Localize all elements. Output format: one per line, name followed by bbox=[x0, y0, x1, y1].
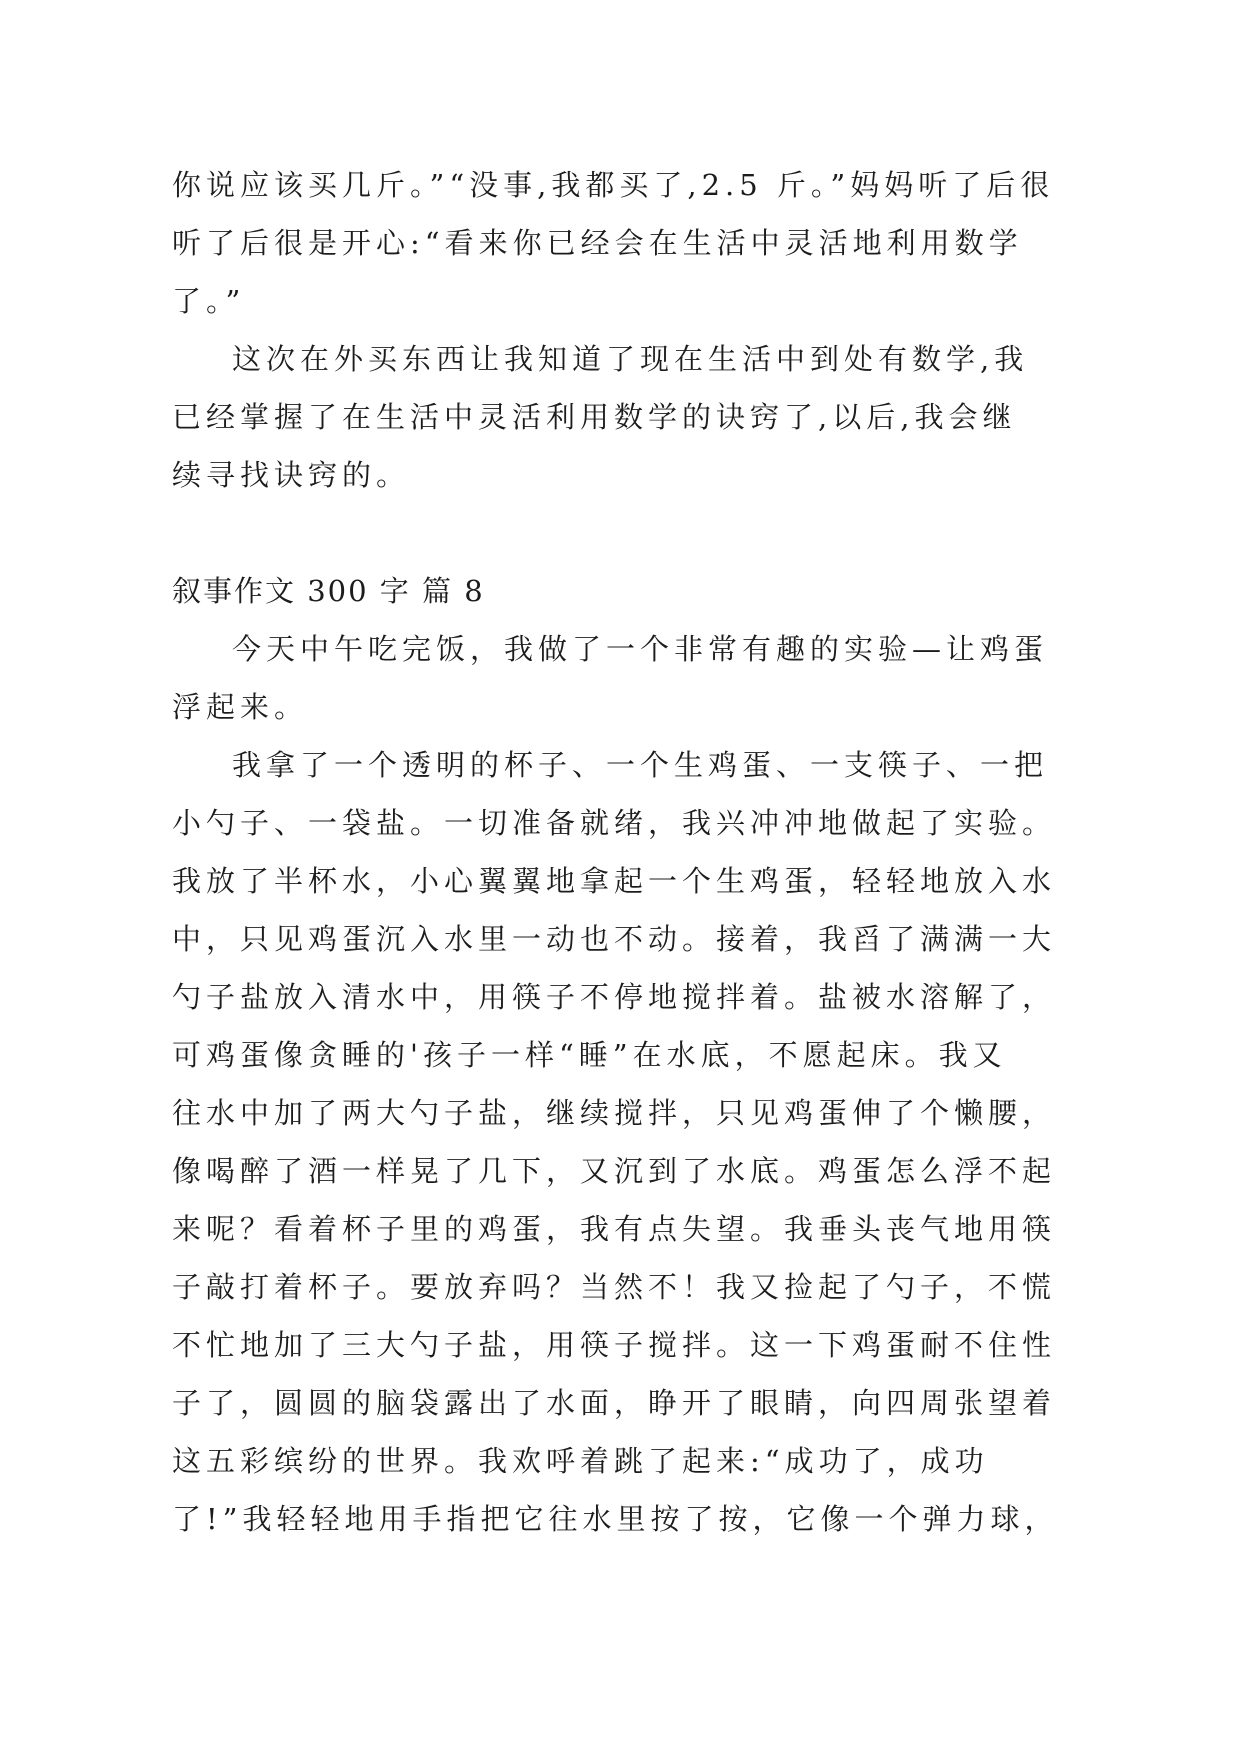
text-line: 子敲打着杯子。要放弃吗？当然不！我又捡起了勺子，不慌 bbox=[172, 1270, 1057, 1304]
paragraph-continued bbox=[172, 156, 1092, 330]
text-line: 已经掌握了在生活中灵活利用数学的诀窍了,以后,我会继 bbox=[172, 400, 1017, 434]
text-line: 浮起来。 bbox=[172, 690, 309, 724]
text-line: 来呢？看着杯子里的鸡蛋，我有点失望。我垂头丧气地用筷 bbox=[172, 1212, 1057, 1246]
text-line: 今天中午吃完饭，我做了一个非常有趣的实验—让鸡蛋 bbox=[232, 632, 1049, 666]
text-line: 这五彩缤纷的世界。我欢呼着跳了起来:“成功了，成功 bbox=[172, 1444, 989, 1478]
text-line: 像喝醉了酒一样晃了几下，又沉到了水底。鸡蛋怎么浮不起 bbox=[172, 1154, 1057, 1188]
text-line: 我拿了一个透明的杯子、一个生鸡蛋、一支筷子、一把 bbox=[232, 748, 1049, 782]
text-line: 可鸡蛋像贪睡的'孩子一样“睡”在水底，不愿起床。我又 bbox=[172, 1038, 1007, 1072]
text-line: 听了后很是开心:“看来你已经会在生活中灵活地利用数学 bbox=[172, 226, 1023, 260]
text-line: 小勺子、一袋盐。一切准备就绪，我兴冲冲地做起了实验。 bbox=[172, 806, 1057, 840]
article-body bbox=[172, 156, 1092, 1548]
paragraph bbox=[172, 330, 1092, 504]
text-line: 中，只见鸡蛋沉入水里一动也不动。接着，我舀了满满一大 bbox=[172, 922, 1057, 956]
text-line: 子了，圆圆的脑袋露出了水面，睁开了眼睛，向四周张望着 bbox=[172, 1386, 1057, 1420]
section-heading: 叙事作文 300 字 篇 8 bbox=[172, 574, 485, 608]
text-line: 往水中加了两大勺子盐，继续搅拌，只见鸡蛋伸了个懒腰， bbox=[172, 1096, 1057, 1130]
text-line: 不忙地加了三大勺子盐，用筷子搅拌。这一下鸡蛋耐不住性 bbox=[172, 1328, 1057, 1362]
paragraph bbox=[172, 620, 1092, 736]
text-line: 你说应该买几斤。”“没事,我都买了,2.5 斤。”妈妈听了后很 bbox=[172, 168, 1055, 202]
text-line: 续寻找诀窍的。 bbox=[172, 458, 411, 492]
text-line: 了!”我轻轻地用手指把它往水里按了按，它像一个弹力球， bbox=[172, 1502, 1059, 1536]
text-line: 我放了半杯水，小心翼翼地拿起一个生鸡蛋，轻轻地放入水 bbox=[172, 864, 1057, 898]
text-line: 了。” bbox=[172, 284, 246, 318]
paragraph bbox=[172, 736, 1092, 1548]
text-line: 这次在外买东西让我知道了现在生活中到处有数学,我 bbox=[232, 342, 1029, 376]
text-line: 勺子盐放入清水中，用筷子不停地搅拌着。盐被水溶解了， bbox=[172, 980, 1057, 1014]
